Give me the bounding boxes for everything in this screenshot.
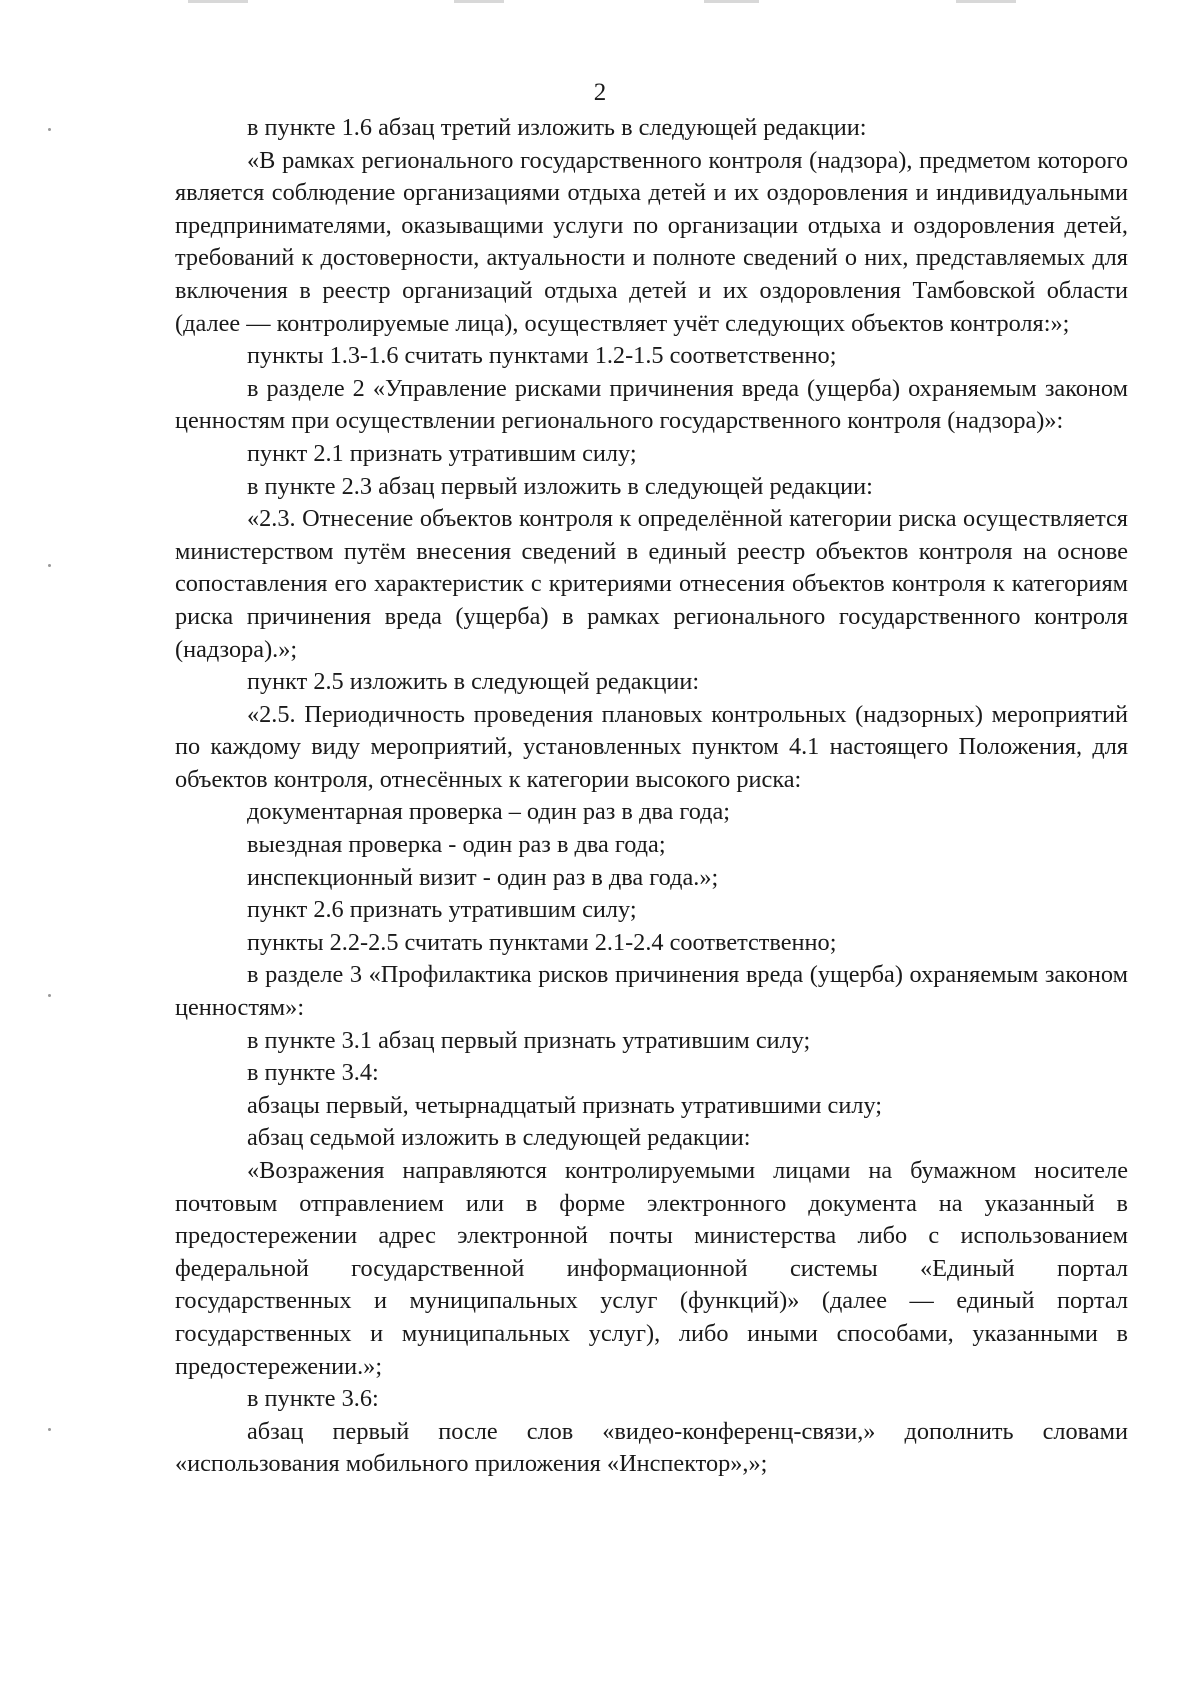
paragraph: в пункте 2.3 абзац первый изложить в следующей редакции: xyxy=(247,472,873,500)
paragraph: пункт 2.6 признать утратившим силу; xyxy=(247,896,637,924)
paragraph: в пункте 3.4: xyxy=(247,1059,379,1087)
scan-artifact xyxy=(956,0,1016,3)
paragraph: в разделе 2 «Управление рисками причинения вреда (ущерба) охраняемым законом ценностям при осуществлении регионального государственного контроля (надзора)»: xyxy=(175,374,1128,435)
scan-artifact xyxy=(188,0,248,3)
scan-artifact xyxy=(48,1428,51,1431)
paragraph: пункты 1.3-1.6 считать пунктами 1.2-1.5 соответственно; xyxy=(247,342,837,370)
paragraph: абзац первый после слов «видео-конференц-связи,» дополнить словами «использования мобильного приложения «Инспектор»,»; xyxy=(175,1417,1128,1478)
paragraph: в пункте 3.1 абзац первый признать утратившим силу; xyxy=(247,1026,811,1054)
paragraph: «2.3. Отнесение объектов контроля к определённой категории риска осуществляется министерством путём внесения сведений в единый реестр объектов контроля на основе сопоставления его характеристик с критериями отнесения объектов контроля к категориям риска причинения вреда (ущерба) в рамках регионального государственного контроля (надзора).»; xyxy=(175,505,1128,663)
paragraph: выездная проверка - один раз в два года; xyxy=(247,831,666,859)
document-body xyxy=(175,112,1128,1481)
scan-artifact xyxy=(454,0,504,3)
paragraph: документарная проверка – один раз в два года; xyxy=(247,798,731,826)
page-number: 2 xyxy=(593,79,607,106)
scan-artifact xyxy=(704,0,759,3)
paragraph: «Возражения направляются контролируемыми лицами на бумажном носителе почтовым отправлением или в форме электронного документа на указанный в предостережении адрес электронной почты министерства либо с использованием федеральной государственной информационной системы «Единый портал государственных и муниципальных услуг (функций)» (далее — единый портал государственных и муниципальных услуг), либо иными способами, указанными в предостережении.»; xyxy=(175,1157,1128,1380)
paragraph: абзац седьмой изложить в следующей редакции: xyxy=(247,1124,751,1152)
paragraph: в пункте 3.6: xyxy=(247,1385,379,1413)
scan-artifact xyxy=(48,128,51,131)
paragraph: в разделе 3 «Профилактика рисков причинения вреда (ущерба) охраняемым законом ценностям»: xyxy=(175,961,1128,1022)
paragraph: в пункте 1.6 абзац третий изложить в следующей редакции: xyxy=(247,114,867,141)
scan-artifact xyxy=(48,564,51,567)
paragraph: «2.5. Периодичность проведения плановых контрольных (надзорных) мероприятий по каждому виду мероприятий, установленных пунктом 4.1 настоящего Положения, для объектов контроля, отнесённых к категории высокого риска: xyxy=(175,700,1128,793)
scan-artifact xyxy=(48,994,51,997)
paragraph: пункт 2.5 изложить в следующей редакции: xyxy=(247,668,700,696)
paragraph: абзацы первый, четырнадцатый признать утратившими силу; xyxy=(247,1091,883,1119)
paragraph: пункт 2.1 признать утратившим силу; xyxy=(247,439,637,467)
paragraph: пункты 2.2-2.5 считать пунктами 2.1-2.4 соответственно; xyxy=(247,928,837,956)
paragraph: инспекционный визит - один раз в два года.»; xyxy=(247,863,719,891)
paragraph: «В рамках регионального государственного контроля (надзора), предметом которого является соблюдение организациями отдыха детей и их оздоровления и индивидуальными предпринимателями, оказыващими услуги по организации отдыха и оздоровления детей, требований к достоверности, актуальности и полноте сведений о них, представляемых для включения в реестр организаций отдыха детей и их оздоровления Тамбовской области (далее — контролируемые лица), осуществляет учёт следующих объектов контроля:»; xyxy=(175,146,1128,337)
